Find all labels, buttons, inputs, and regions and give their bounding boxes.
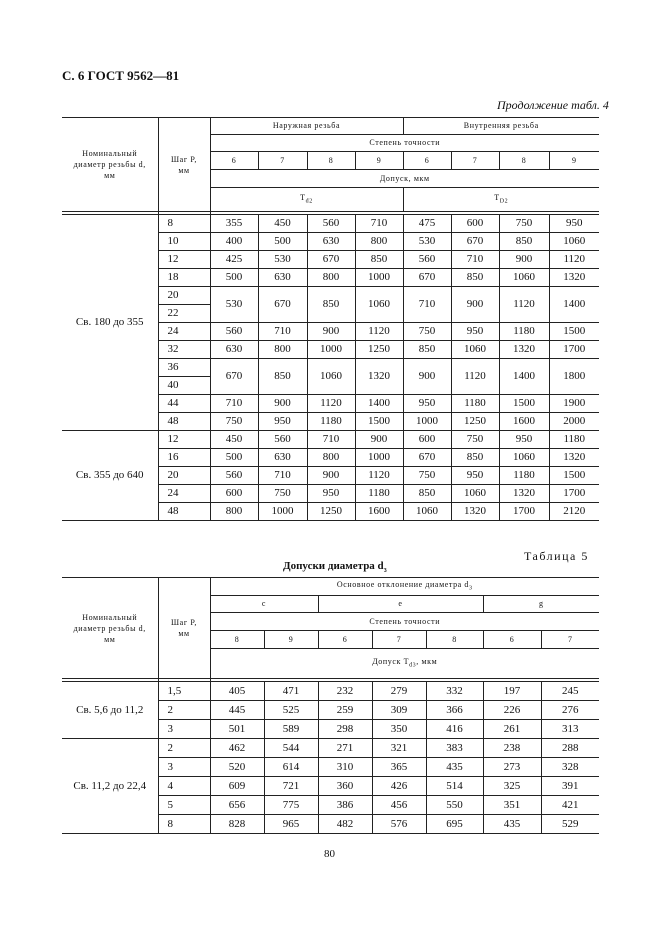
value-cell: 710 <box>307 431 355 449</box>
value-cell: 850 <box>403 341 451 359</box>
value-cell: 670 <box>258 287 307 323</box>
tolerance-header: Допуск, мкм <box>210 170 599 188</box>
table-row <box>62 739 599 758</box>
value-cell: 1320 <box>499 485 549 503</box>
value-cell: 1600 <box>355 503 403 521</box>
value-cell: 600 <box>451 215 499 233</box>
value-cell: 630 <box>258 269 307 287</box>
value-cell: 1320 <box>355 359 403 395</box>
value-cell: 332 <box>426 682 483 701</box>
value-cell: 750 <box>258 485 307 503</box>
tolerance-table-4 <box>62 117 599 521</box>
value-cell: 520 <box>210 758 264 777</box>
value-cell: 750 <box>499 215 549 233</box>
value-cell: 710 <box>258 467 307 485</box>
table-5-label: Таблица 5 <box>524 549 589 563</box>
value-cell: 416 <box>426 720 483 739</box>
value-cell: 656 <box>210 796 264 815</box>
value-cell: 950 <box>549 215 599 233</box>
step-cell: 20 <box>158 287 210 305</box>
value-cell: 900 <box>451 287 499 323</box>
value-cell: 1180 <box>307 413 355 431</box>
value-cell: 1700 <box>549 485 599 503</box>
value-cell: 405 <box>210 682 264 701</box>
step-cell: 36 <box>158 359 210 377</box>
value-cell: 514 <box>426 777 483 796</box>
col-header-step: Шаг Р, мм <box>158 118 210 212</box>
step-cell: 48 <box>158 413 210 431</box>
value-cell: 1060 <box>355 287 403 323</box>
value-cell: 721 <box>264 777 318 796</box>
value-cell: 1000 <box>307 341 355 359</box>
table-row <box>62 431 599 449</box>
value-cell: 900 <box>307 467 355 485</box>
value-cell: 544 <box>264 739 318 758</box>
value-cell: 298 <box>318 720 372 739</box>
value-cell: 950 <box>258 413 307 431</box>
accuracy-header: Степень точности <box>210 135 599 152</box>
grade-header: 8 <box>499 152 549 170</box>
value-cell: 1000 <box>403 413 451 431</box>
value-cell: 670 <box>210 359 258 395</box>
col-header-step-5: Шаг Р, мм <box>158 578 210 679</box>
value-cell: 1060 <box>451 485 499 503</box>
value-cell: 1700 <box>549 341 599 359</box>
value-cell: 1500 <box>355 413 403 431</box>
value-cell: 560 <box>307 215 355 233</box>
value-cell: 245 <box>541 682 599 701</box>
value-cell: 482 <box>318 815 372 834</box>
grade-header: 7 <box>541 631 599 649</box>
value-cell: 1180 <box>355 485 403 503</box>
tolerance-table-5 <box>62 577 599 834</box>
grade-header: 8 <box>210 631 264 649</box>
step-cell: 44 <box>158 395 210 413</box>
grade-header: 9 <box>549 152 599 170</box>
value-cell: 1000 <box>258 503 307 521</box>
value-cell: 609 <box>210 777 264 796</box>
value-cell: 850 <box>451 269 499 287</box>
value-cell: 1000 <box>355 269 403 287</box>
grade-header: 9 <box>264 631 318 649</box>
value-cell: 670 <box>403 449 451 467</box>
step-cell: 1,5 <box>158 682 210 701</box>
value-cell: 525 <box>264 701 318 720</box>
value-cell: 850 <box>258 359 307 395</box>
value-cell: 226 <box>483 701 541 720</box>
value-cell: 630 <box>258 449 307 467</box>
value-cell: 750 <box>403 323 451 341</box>
value-cell: 828 <box>210 815 264 834</box>
value-cell: 630 <box>210 341 258 359</box>
value-cell: 710 <box>451 251 499 269</box>
value-cell: 350 <box>372 720 426 739</box>
value-cell: 600 <box>403 431 451 449</box>
step-cell: 24 <box>158 485 210 503</box>
value-cell: 309 <box>372 701 426 720</box>
grade-header: 6 <box>483 631 541 649</box>
value-cell: 800 <box>307 269 355 287</box>
col-header-diameter: Номинальный диаметр резьбы d, мм <box>62 118 158 212</box>
value-cell: 1250 <box>451 413 499 431</box>
value-cell: 456 <box>372 796 426 815</box>
step-cell: 3 <box>158 720 210 739</box>
grade-header: 7 <box>451 152 499 170</box>
value-cell: 950 <box>451 323 499 341</box>
value-cell: 1500 <box>499 395 549 413</box>
grade-header: 8 <box>426 631 483 649</box>
value-cell: 2000 <box>549 413 599 431</box>
grade-header: 6 <box>403 152 451 170</box>
value-cell: 560 <box>210 323 258 341</box>
value-cell: 710 <box>355 215 403 233</box>
value-cell: 1320 <box>499 341 549 359</box>
grade-header: 9 <box>355 152 403 170</box>
value-cell: 365 <box>372 758 426 777</box>
main-deviation-header: Основное отклонение диаметра $d_3$ <box>210 578 599 596</box>
value-cell: 750 <box>451 431 499 449</box>
step-cell: 2 <box>158 739 210 758</box>
value-cell: 279 <box>372 682 426 701</box>
internal-thread-header: Внутренняя резьба <box>403 118 599 135</box>
value-cell: 276 <box>541 701 599 720</box>
value-cell: 900 <box>403 359 451 395</box>
step-cell: 4 <box>158 777 210 796</box>
value-cell: 328 <box>541 758 599 777</box>
value-cell: 445 <box>210 701 264 720</box>
value-cell: 273 <box>483 758 541 777</box>
value-cell: 462 <box>210 739 264 758</box>
diameter-range-label: Св. 5,6 до 11,2 <box>62 682 158 739</box>
value-cell: 1250 <box>355 341 403 359</box>
value-cell: 366 <box>426 701 483 720</box>
value-cell: 850 <box>499 233 549 251</box>
value-cell: 351 <box>483 796 541 815</box>
value-cell: 850 <box>403 485 451 503</box>
value-cell: 325 <box>483 777 541 796</box>
tD2-header: $T_{D2}$ <box>403 188 599 212</box>
value-cell: 1000 <box>355 449 403 467</box>
step-cell: 20 <box>158 467 210 485</box>
step-cell: 10 <box>158 233 210 251</box>
value-cell: 630 <box>307 233 355 251</box>
value-cell: 426 <box>372 777 426 796</box>
diameter-range-label: Св. 355 до 640 <box>62 431 158 521</box>
step-cell: 24 <box>158 323 210 341</box>
value-cell: 1800 <box>549 359 599 395</box>
step-cell: 5 <box>158 796 210 815</box>
value-cell: 313 <box>541 720 599 739</box>
value-cell: 450 <box>210 431 258 449</box>
value-cell: 560 <box>258 431 307 449</box>
tolerance-td3-header: Допуск $T_{d3}$, мкм <box>210 649 599 679</box>
value-cell: 1500 <box>549 323 599 341</box>
step-cell: 12 <box>158 431 210 449</box>
value-cell: 750 <box>403 467 451 485</box>
value-cell: 501 <box>210 720 264 739</box>
grade-header: 7 <box>372 631 426 649</box>
value-cell: 670 <box>307 251 355 269</box>
deviation-e: e <box>318 596 483 613</box>
diameter-range-label: Св. 11,2 до 22,4 <box>62 739 158 834</box>
value-cell: 900 <box>355 431 403 449</box>
value-cell: 1700 <box>499 503 549 521</box>
value-cell: 1400 <box>499 359 549 395</box>
value-cell: 530 <box>210 287 258 323</box>
value-cell: 800 <box>258 341 307 359</box>
value-cell: 1320 <box>451 503 499 521</box>
external-thread-header: Наружная резьба <box>210 118 403 135</box>
value-cell: 1320 <box>549 269 599 287</box>
value-cell: 1060 <box>499 449 549 467</box>
value-cell: 1120 <box>355 467 403 485</box>
value-cell: 500 <box>210 449 258 467</box>
step-cell: 18 <box>158 269 210 287</box>
value-cell: 1120 <box>355 323 403 341</box>
value-cell: 1180 <box>499 323 549 341</box>
grade-header: 8 <box>307 152 355 170</box>
value-cell: 900 <box>258 395 307 413</box>
value-cell: 310 <box>318 758 372 777</box>
value-cell: 1060 <box>549 233 599 251</box>
value-cell: 800 <box>210 503 258 521</box>
value-cell: 550 <box>426 796 483 815</box>
accuracy-header-5: Степень точности <box>210 613 599 631</box>
value-cell: 1180 <box>499 467 549 485</box>
value-cell: 2120 <box>549 503 599 521</box>
value-cell: 1060 <box>499 269 549 287</box>
value-cell: 614 <box>264 758 318 777</box>
page-header: С. 6 ГОСТ 9562—81 <box>62 68 180 83</box>
value-cell: 710 <box>403 287 451 323</box>
grade-header: 7 <box>258 152 307 170</box>
step-cell: 40 <box>158 377 210 395</box>
value-cell: 1060 <box>403 503 451 521</box>
value-cell: 425 <box>210 251 258 269</box>
value-cell: 500 <box>210 269 258 287</box>
value-cell: 850 <box>307 287 355 323</box>
step-cell: 8 <box>158 215 210 233</box>
col-header-diameter-5: Номинальный диаметр резьбы d, мм <box>62 578 158 679</box>
value-cell: 900 <box>307 323 355 341</box>
value-cell: 695 <box>426 815 483 834</box>
value-cell: 560 <box>403 251 451 269</box>
value-cell: 232 <box>318 682 372 701</box>
value-cell: 1120 <box>307 395 355 413</box>
value-cell: 288 <box>541 739 599 758</box>
deviation-c: c <box>210 596 318 613</box>
value-cell: 775 <box>264 796 318 815</box>
value-cell: 1120 <box>499 287 549 323</box>
value-cell: 1600 <box>499 413 549 431</box>
step-cell: 16 <box>158 449 210 467</box>
value-cell: 1250 <box>307 503 355 521</box>
value-cell: 950 <box>499 431 549 449</box>
value-cell: 1400 <box>549 287 599 323</box>
value-cell: 435 <box>483 815 541 834</box>
value-cell: 950 <box>403 395 451 413</box>
value-cell: 421 <box>541 796 599 815</box>
value-cell: 576 <box>372 815 426 834</box>
diameter-range-label: Св. 180 до 355 <box>62 215 158 431</box>
value-cell: 1320 <box>549 449 599 467</box>
value-cell: 560 <box>210 467 258 485</box>
value-cell: 391 <box>541 777 599 796</box>
step-cell: 8 <box>158 815 210 834</box>
value-cell: 259 <box>318 701 372 720</box>
value-cell: 321 <box>372 739 426 758</box>
value-cell: 1120 <box>451 359 499 395</box>
value-cell: 197 <box>483 682 541 701</box>
table-row <box>62 682 599 701</box>
value-cell: 1500 <box>549 467 599 485</box>
value-cell: 800 <box>355 233 403 251</box>
value-cell: 850 <box>451 449 499 467</box>
value-cell: 1060 <box>451 341 499 359</box>
value-cell: 750 <box>210 413 258 431</box>
value-cell: 800 <box>307 449 355 467</box>
value-cell: 965 <box>264 815 318 834</box>
value-cell: 400 <box>210 233 258 251</box>
step-cell: 22 <box>158 305 210 323</box>
value-cell: 1900 <box>549 395 599 413</box>
value-cell: 670 <box>451 233 499 251</box>
value-cell: 1180 <box>549 431 599 449</box>
value-cell: 1400 <box>355 395 403 413</box>
value-cell: 1180 <box>451 395 499 413</box>
value-cell: 271 <box>318 739 372 758</box>
value-cell: 600 <box>210 485 258 503</box>
table-row <box>62 215 599 233</box>
step-cell: 12 <box>158 251 210 269</box>
value-cell: 435 <box>426 758 483 777</box>
value-cell: 238 <box>483 739 541 758</box>
value-cell: 471 <box>264 682 318 701</box>
value-cell: 589 <box>264 720 318 739</box>
value-cell: 261 <box>483 720 541 739</box>
deviation-g: g <box>483 596 599 613</box>
value-cell: 450 <box>258 215 307 233</box>
value-cell: 950 <box>451 467 499 485</box>
value-cell: 529 <box>541 815 599 834</box>
page-number: 80 <box>324 848 335 860</box>
value-cell: 530 <box>258 251 307 269</box>
value-cell: 386 <box>318 796 372 815</box>
step-cell: 48 <box>158 503 210 521</box>
grade-header: 6 <box>210 152 258 170</box>
value-cell: 1060 <box>307 359 355 395</box>
value-cell: 710 <box>258 323 307 341</box>
value-cell: 670 <box>403 269 451 287</box>
grade-header: 6 <box>318 631 372 649</box>
table-5-title: Допуски диаметра $d_3$ <box>283 560 387 575</box>
step-cell: 2 <box>158 701 210 720</box>
value-cell: 850 <box>355 251 403 269</box>
value-cell: 1120 <box>549 251 599 269</box>
value-cell: 500 <box>258 233 307 251</box>
value-cell: 383 <box>426 739 483 758</box>
value-cell: 900 <box>499 251 549 269</box>
step-cell: 3 <box>158 758 210 777</box>
value-cell: 710 <box>210 395 258 413</box>
step-cell: 32 <box>158 341 210 359</box>
value-cell: 530 <box>403 233 451 251</box>
value-cell: 475 <box>403 215 451 233</box>
value-cell: 950 <box>307 485 355 503</box>
value-cell: 355 <box>210 215 258 233</box>
continuation-note: Продолжение табл. 4 <box>497 98 609 112</box>
value-cell: 360 <box>318 777 372 796</box>
td2-header: $T_{d2}$ <box>210 188 403 212</box>
